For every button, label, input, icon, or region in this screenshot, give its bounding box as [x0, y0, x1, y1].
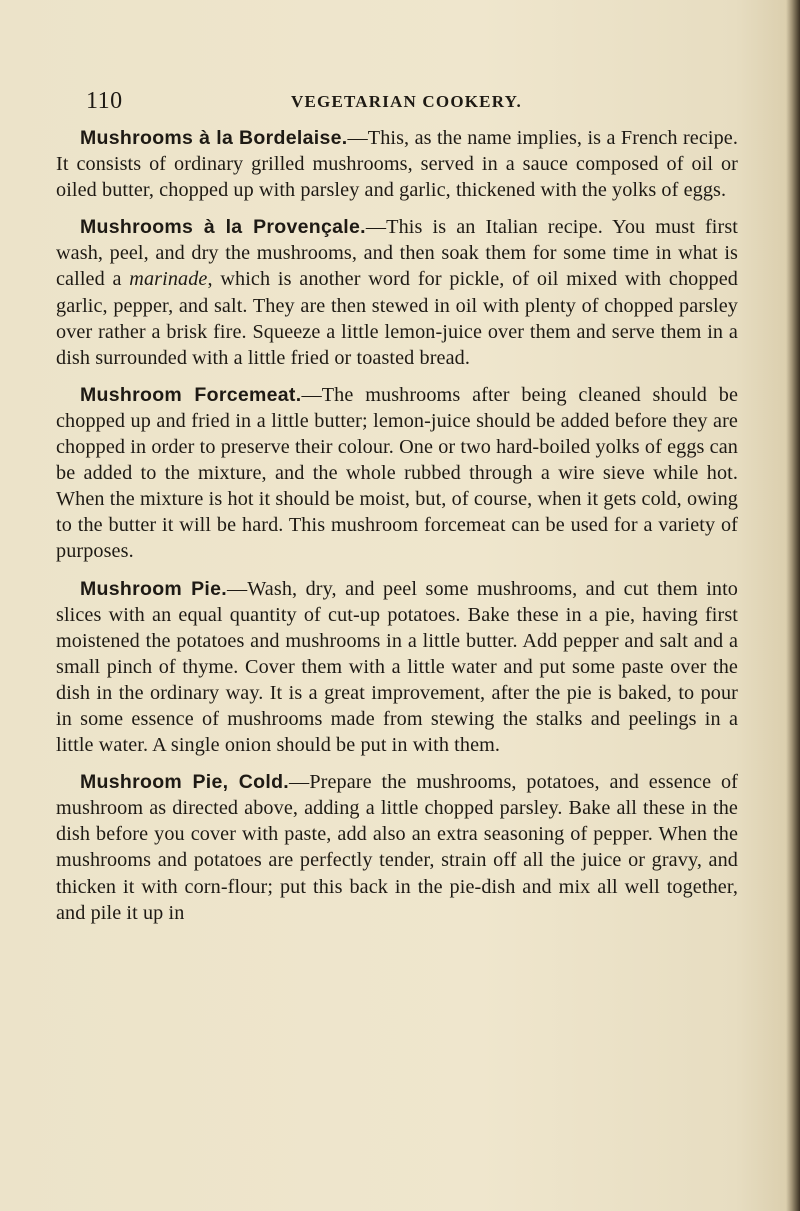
- recipe-heading: Mushroom Forcemeat.: [80, 383, 302, 406]
- recipe-forcemeat: [56, 382, 738, 565]
- recipe-bordelaise: [56, 125, 738, 203]
- body-text: [56, 125, 738, 937]
- recipe-provencale: [56, 214, 738, 371]
- page-header: [86, 88, 726, 118]
- recipe-heading: Mushroom Pie, Cold.: [80, 771, 290, 794]
- recipe-text: , which is another word for pickle, of oil mixed with chopped garlic, pepper, and salt. They are then stewed in oil with plenty of chopped parsley over rather a brisk fire. Squeeze a little lemon-juice over them and serve them in a dish surrounded with a little fried or toasted bread.: [56, 268, 738, 369]
- recipe-text: —This is an Italian recipe. You must first wash, peel, and dry the mushrooms, and then soak them for some time in what is called a: [56, 216, 738, 291]
- recipe-pie: [56, 576, 738, 759]
- recipe-heading: Mushrooms à la Bordelaise.: [80, 127, 348, 149]
- recipe-pie-cold: [56, 769, 738, 926]
- recipe-text: —This, as the name implies, is a French recipe. It consists of ordinary grilled mushrooms, served in a sauce composed of oil or oiled butter, chopped up with parsley and garlic, thickened with the yolks of eggs.: [56, 127, 739, 202]
- running-title: VEGETARIAN COOKERY.: [291, 92, 522, 111]
- page-number: 110: [86, 88, 123, 114]
- recipe-heading: Mushroom Pie.: [80, 577, 227, 600]
- recipe-text: —Prepare the mushrooms, potatoes, and essence of mushroom as directed above, adding a little chopped parsley. Bake all these in the dish before you cover with paste, add also an extra seasoning of pepper. When the mushrooms and potatoes are perfectly tender, strain off all the juice or gravy, and thicken it with corn-flour; put this back in the pie-dish and mix all well together, and pile it up in: [56, 771, 738, 924]
- page-edge-shadow: [786, 0, 800, 1211]
- recipe-text: —The mushrooms after being cleaned should be chopped up and fried in a little butter; lemon-juice should be added before they are chopped in order to preserve their colour. One or two hard-boiled yolks of eggs can be added to the mixture, and the whole rubbed through a wire sieve while hot. When the mixture is hot it should be moist, but, of course, when it gets cold, owing to the butter it will be hard. This mushroom forcemeat can be used for a variety of purposes.: [56, 383, 739, 563]
- italic-term: marinade: [129, 268, 208, 291]
- recipe-heading: Mushrooms à la Provençale.: [80, 216, 366, 239]
- recipe-text: —Wash, dry, and peel some mushrooms, and cut them into slices with an equal quantity of cut-up potatoes. Bake these in a pie, having first moistened the potatoes and mushrooms in a little butter. Add pepper and salt and a small pinch of thyme. Cover them with a little water and put some paste over the dish in the ordinary way. It is a great improvement, after the pie is baked, to pour in some essence of mushrooms made from stewing the stalks and peelings in a little water. A single onion should be put in with them.: [56, 577, 738, 757]
